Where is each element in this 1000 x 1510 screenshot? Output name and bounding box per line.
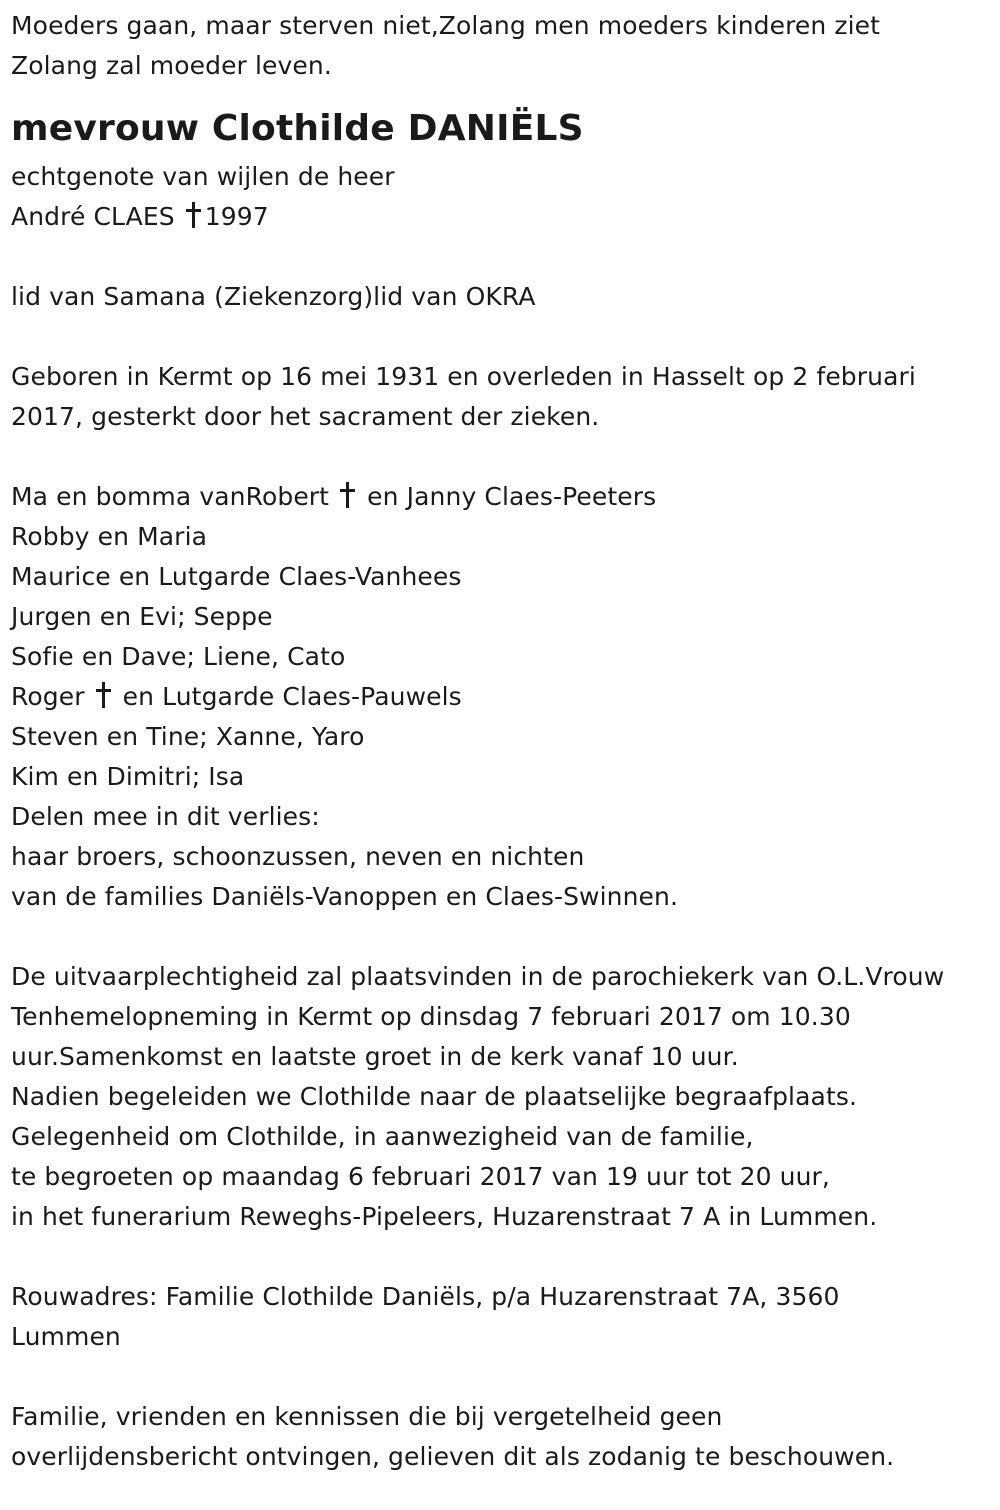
funeral-line: Gelegenheid om Clothilde, in aanwezigheid van de familie, bbox=[11, 1122, 754, 1151]
poem bbox=[11, 0, 996, 86]
spouse-line bbox=[11, 197, 996, 237]
funeral-line: Nadien begeleiden we Clothilde naar de plaatselijke begraafplaats. bbox=[11, 1082, 858, 1111]
spacer bbox=[11, 917, 996, 957]
spacer bbox=[11, 437, 996, 477]
funeral-line: uur.Samenkomst en laatste groet in de kerk vanaf 10 uur. bbox=[11, 1042, 739, 1071]
funeral-details bbox=[11, 957, 996, 1237]
family-text: en Janny Claes-Peeters bbox=[359, 482, 657, 511]
deceased-name: mevrouw Clothilde DANIËLS bbox=[11, 108, 584, 149]
spacer bbox=[11, 1357, 996, 1397]
spouse-description: echtgenote van wijlen de heer bbox=[11, 162, 395, 191]
memberships: lid van Samana (Ziekenzorg)lid van OKRA bbox=[11, 282, 536, 311]
paragraph-line: 2017, gesterkt door het sacrament der zieken. bbox=[11, 402, 600, 431]
latin-cross-icon bbox=[95, 682, 113, 708]
family-line bbox=[11, 677, 996, 717]
family-line: Delen mee in dit verlies: bbox=[11, 802, 320, 831]
closing-line: overlijdensbericht ontvingen, gelieven dit als zodanig te beschouwen. bbox=[11, 1442, 895, 1471]
poem-line: Zolang zal moeder leven. bbox=[11, 51, 332, 80]
family-line: Maurice en Lutgarde Claes-Vanhees bbox=[11, 562, 462, 591]
paragraph-line: Geboren in Kermt op 16 mei 1931 en overleden in Hasselt op 2 februari bbox=[11, 362, 916, 391]
family-line: van de families Daniëls-Vanoppen en Claes-Swinnen. bbox=[11, 882, 679, 911]
family-line: Kim en Dimitri; Isa bbox=[11, 762, 245, 791]
funeral-line: te begroeten op maandag 6 februari 2017 van 19 uur tot 20 uur, bbox=[11, 1162, 830, 1191]
closing-note bbox=[11, 1397, 996, 1477]
family-line bbox=[11, 477, 996, 517]
spacer bbox=[11, 317, 996, 357]
family-line: haar broers, schoonzussen, neven en nichten bbox=[11, 842, 585, 871]
family-line: Sofie en Dave; Liene, Cato bbox=[11, 642, 346, 671]
funeral-line: De uitvaarplechtigheid zal plaatsvinden in de parochiekerk van O.L.Vrouw bbox=[11, 962, 945, 991]
spouse-name: André CLAES bbox=[11, 202, 183, 231]
funeral-line: Tenhemelopneming in Kermt op dinsdag 7 februari 2017 om 10.30 bbox=[11, 1002, 851, 1031]
family-line: Robby en Maria bbox=[11, 522, 208, 551]
address-line: Lummen bbox=[11, 1322, 121, 1351]
family-list bbox=[11, 477, 996, 917]
birth-death-paragraph bbox=[11, 357, 996, 437]
family-text: en Lutgarde Claes-Pauwels bbox=[114, 682, 462, 711]
family-text: Ma en bomma vanRobert bbox=[11, 482, 338, 511]
mourning-address bbox=[11, 1277, 996, 1357]
latin-cross-icon bbox=[185, 202, 203, 228]
latin-cross-icon bbox=[339, 482, 357, 508]
closing-line: Familie, vrienden en kennissen die bij vergetelheid geen bbox=[11, 1402, 723, 1431]
funeral-line: in het funerarium Reweghs-Pipeleers, Huzarenstraat 7 A in Lummen. bbox=[11, 1202, 878, 1231]
address-line: Rouwadres: Familie Clothilde Daniëls, p/a Huzarenstraat 7A, 3560 bbox=[11, 1282, 840, 1311]
family-line: Jurgen en Evi; Seppe bbox=[11, 602, 273, 631]
family-text: Roger bbox=[11, 682, 93, 711]
spacer bbox=[11, 237, 996, 277]
spouse-death-year: 1997 bbox=[204, 202, 269, 231]
family-line: Steven en Tine; Xanne, Yaro bbox=[11, 722, 365, 751]
poem-line: Moeders gaan, maar sterven niet,Zolang men moeders kinderen ziet bbox=[11, 11, 881, 40]
obituary-notice bbox=[11, 0, 996, 1477]
spacer bbox=[11, 1237, 996, 1277]
